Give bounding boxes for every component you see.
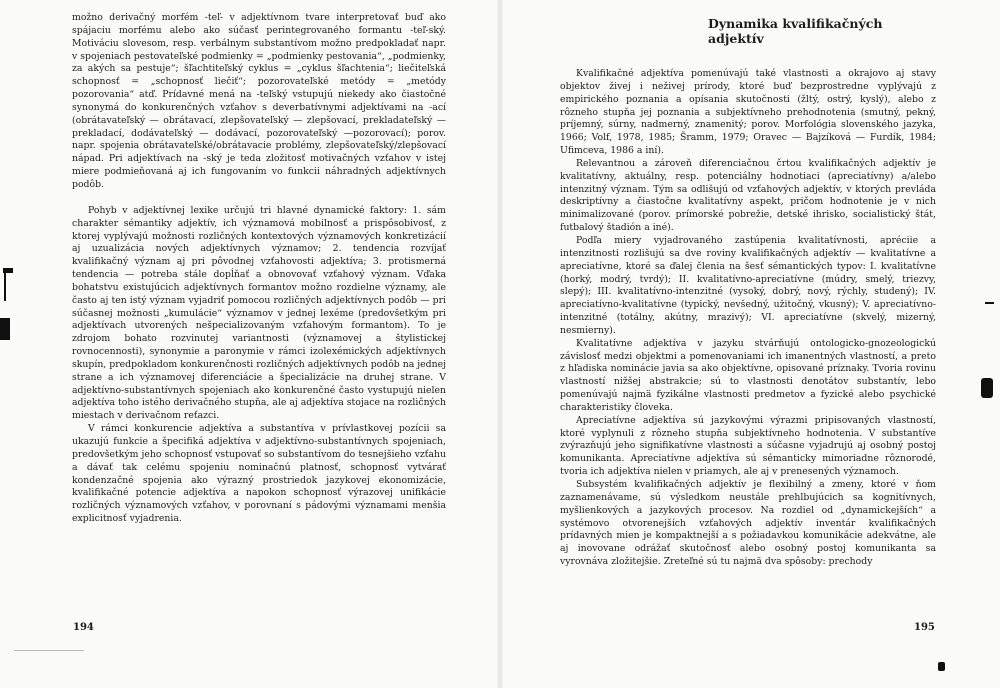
right-page-text — [560, 68, 936, 569]
scan-artifact — [938, 662, 945, 671]
right-paragraph: Kvalitatívne adjektíva v jazyku stvárňujú ontologicko-gnozeologickú závislosť medzi objektmi a pomenovaniami ich imanentných vlastností, a preto z hľadiska nominácie javia sa ako objektívne, opisované príznaky. Tvoria rovinu vlastností nižšej abstrakcie; sú to vlastnosti denotátov substantív, lebo pomenúvajú najmä fyzikálne vlastnosti predmetov a fyzické alebo psychické charakteristiky človeka. — [560, 337, 936, 413]
scan-artifact — [985, 302, 994, 304]
section-heading: Dynamika kvalifikačných adjektív — [708, 16, 883, 46]
book-gutter — [497, 0, 503, 688]
right-paragraph: Subsystém kvalifikačných adjektív je flexibilný a zmeny, ktoré v ňom zaznamenávame, sú výsledkom neustále prehlbujúcich sa kognitívnych, myšlienkových a jazykových procesov. Na rozdiel od „dynamickejších“ a systémovo otvorenejších vzťahových adjektív inventár kvalifikačných prídavných mien je kompaktnejší a s požiadavkou komunikácie adekvátne, ale aj inovovane odrážať skutočnosť alebo osobný postoj komunikanta sa vyrovnáva zložitejšie. Zreteľné sú tu najmä dva spôsoby: prechody — [560, 479, 936, 568]
left-paragraph: V rámci konkurencie adjektíva a substantíva v prívlastkovej pozícii sa ukazujú funkcie a špecifiká adjektíva v adjektívno-substantívnych spojeniach, predovšetkým jeho schopnosť vstupovať so substantívom do tesnejšieho vzťahu a dávať tak celému spojeniu nominačnú platnosť, schopnosť vytvárať kondenzačné spojenia ako výrazný prostriedok jazykovej ekonomizácie, kvalifikačné potencie adjektíva a napokon schopnosť výrazovej unifikácie rozličných významových vzťahov, v porovnaní s pádovými významami menšia explicitnosť vyjadrenia. — [72, 423, 446, 525]
left-paragraph: Pohyb v adjektívnej lexike určujú tri hlavné dynamické faktory: 1. sám charakter sémantiky adjektív, ich významová mobilnosť a prispôsobivosť, z ktorej vyplývajú možnosti rozličných kontextových významových konkretizácií aj uzualizácia nových adjektívnych významov; 2. tendencia rozvíjať kvalifikačný význam aj pri pôvodnej vzťahovosti adjektíva; 3. protismerná tendencia — potreba stále dopĺňať a obnovovať vzťahový význam. Vďaka bohatstvu existujúcich adjektívnych formantov možno rozdielne významy, ale často aj ten istý význam vyjadriť pomocou rozličných adjektívnych podôb — pri súčasnej možnosti „kumulácie“ významov v jednej lexéme (predovšetkým pri adjektívach utvorených nešpecializovaným vzťahovým formantom). To je zdrojom bohato rozvinutej variantnosti (významovej a štylistickej rovnocennosti), synonymie a paronymie v rámci izolexémických adjektívnych skupín, predpokladom konkurenčnosti rozličných adjektívnych podôb na jednej strane a ich významovej diferenciácie a špecializácie na druhej strane. V adjektívno-substantívnych spojeniach ako konkurenčné často vystupujú nielen adjektíva toho istého derivačného stupňa, ale aj adjektíva stojace na rozličných miestach v derivačnom reťazci. — [72, 204, 446, 422]
left-paragraph: možno derivačný morfém -teľ- v adjektívnom tvare interpretovať buď ako spájaciu morfému alebo ako súčasť perintegrovaného formantu -teľ-ský. Motiváciu slovesom, resp. verbálnym substantívom možno predpokladať napr. v spojeniach pestovateľské podmienky = „podmienky pestovania“, „podmienky, za akých sa pestuje“; šľachtiteľský cyklus = „cyklus šľachtenia“; liečiteľská schopnosť = „schopnosť liečiť“; pozorovateľské metódy = „metódy pozorovania“ atď. Prídavné mená na -teľský vstupujú niekedy ako čiastočné synonymá do konkurenčných vzťahov s deverbatívnymi adjektívami na -ací (obrátavateľský — obrátavací, zlepšovateľský — zlepšovací, prekladateľský — prekladací, dodávateľský — dodávací, pozorovateľský —pozorovací); porov. napr. spojenia obrátavateľské/obrátavacie problémy, zlepšovateľský/zlepšovací nápad. Pri adjektívach na -ský je teda zložitosť motivačných vzťahov v istej miere podmieňovaná aj ich fungovaním vo funkcii náhradných adjektívnych podôb. — [72, 12, 446, 190]
right-paragraph: Kvalifikačné adjektíva pomenúvajú také vlastnosti a okrajovo aj stavy objektov živej i neživej prírody, ktoré buď bezprostredne vyplývajú z empirického poznania a opísania skutočnosti (žltý, ostrý, kyslý), alebo z rôzneho stupňa jej poznania a subjektívneho prehodnotenia (smutný, pekný, príjemný, súrny, nadmerný, znamenitý; porov. Morfológia slovenského jazyka, 1966; Volf, 1978, 1985; Šramm, 1979; Oravec — Bajzíková — Furdík, 1984; Ufimceva, 1986 a iní). — [560, 68, 936, 157]
left-page-text — [72, 12, 446, 526]
scan-artifact — [981, 378, 993, 398]
page-number-right: 195 — [914, 622, 935, 633]
right-paragraph: Apreciatívne adjektíva sú jazykovými výrazmi pripisovaných vlastností, ktoré vyplynuli z rôzneho stupňa subjektívneho hodnotenia. V substantíve zvýrazňujú jeho signifikatívne vlastnosti a súčasne vyjadrujú aj osobný postoj komunikanta. Apreciatívne adjektíva sú sémanticky mimoriadne rôznorodé, tvoria ich adjektíva nielen v priamych, ale aj v prenesených významoch. — [560, 414, 936, 478]
scan-artifact — [0, 318, 10, 340]
scan-artifact — [4, 273, 6, 301]
page-number-left: 194 — [73, 622, 94, 633]
right-paragraph: Relevantnou a zároveň diferenciačnou črtou kvalifikačných adjektív je kvalitatívny, aktuálny, resp. potenciálny hodnotiaci (apreciatívny) a/alebo intenzitný význam. Tým sa odlišujú od vzťahových adjektív, v ktorých prevláda deskriptívny a čiastočne kvalitatívny aspekt, pričom hodnotenie je v nich minimalizované (porov. prímorské pobrežie, detské ihrisko, socialistický štát, futbalový štadión a iné). — [560, 157, 936, 234]
right-paragraph: Podľa miery vyjadrovaného zastúpenia kvalitatívnosti, apréciie a intenzitnosti rozlišujú sa dve roviny kvalifikačných adjektív — kvalitatívne a apreciatívne, ktoré sa ďalej členia na šesť sémantických typov: I. kvalitatívne (horký, modrý, tvrdý); II. kvalitatívno-apreciatívne (múdry, smelý, triezvy, slepý); III. kvalitatívno-intenzitné (vysoký, dobrý, nový, rýchly, studený); IV. apreciatívno-kvalitatívne (typický, nevšedný, užitočný, vkusný); V. apreciatívno-intenzitné (totálny, akútny, mrazivý); VI. apreciatívne (skvelý, mizerný, nesmierny). — [560, 234, 936, 336]
scan-artifact — [14, 650, 84, 651]
